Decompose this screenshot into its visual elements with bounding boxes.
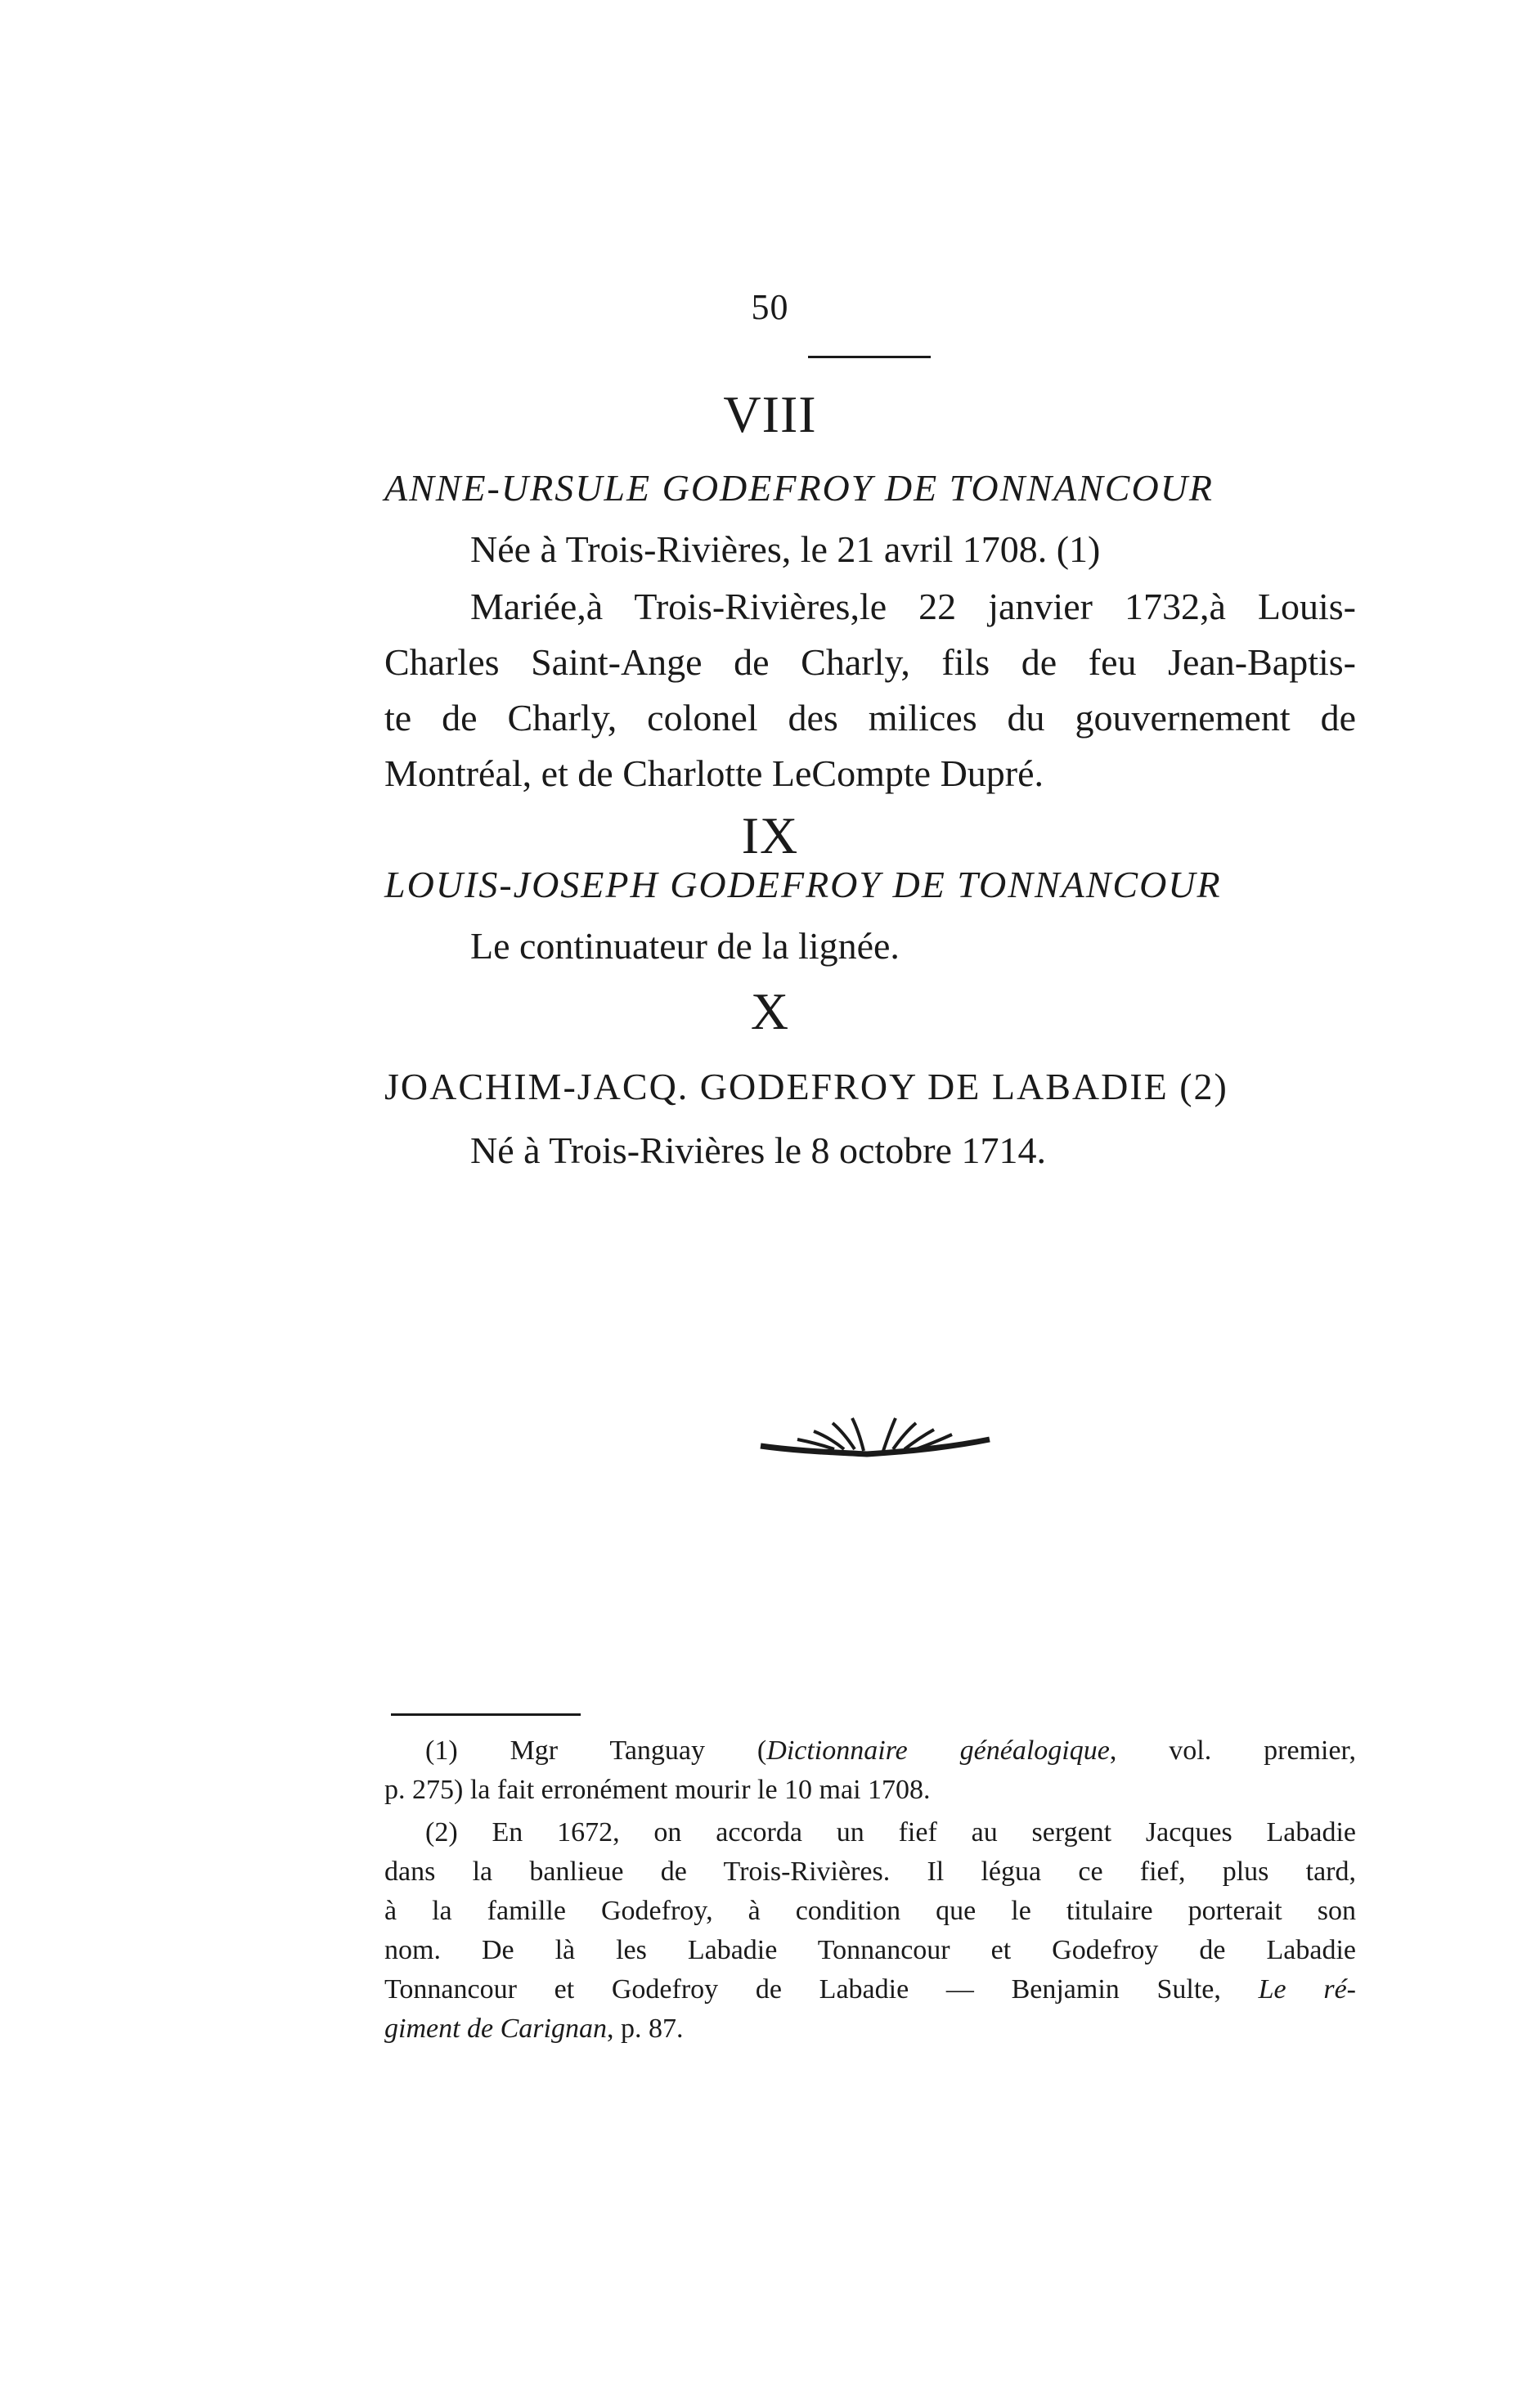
footnote-2-line-2: dans la banlieue de Trois-Rivières. Il légua ce fief, plus tard, xyxy=(384,1856,1356,1887)
footnote-2-line-6: giment de Carignan, p. 87. xyxy=(384,2014,684,2044)
section-viii-line-3: Charles Saint-Ange de Charly, fils de feu Jean-Baptis- xyxy=(384,641,1356,683)
footnote-2-line-3: à la famille Godefroy, à condition que le titulaire porterait son xyxy=(384,1896,1356,1926)
footnote-2-line-5: Tonnancour et Godefroy de Labadie — Benjamin Sulte, Le ré- xyxy=(384,1974,1356,2005)
section-numeral-viii: VIII xyxy=(723,385,817,443)
section-heading-ix: LOUIS-JOSEPH GODEFROY DE TONNANCOUR xyxy=(384,864,1222,905)
section-heading-x: JOACHIM-JACQ. GODEFROY DE LABADIE (2) xyxy=(384,1066,1228,1107)
footnote-1-line-1: (1) Mgr Tanguay (Dictionnaire généalogique, vol. premier, xyxy=(425,1735,1357,1766)
footnote-rule xyxy=(391,1713,581,1716)
section-x-line-1: Né à Trois-Rivières le 8 octobre 1714. xyxy=(470,1129,1046,1171)
page-number: 50 xyxy=(751,287,789,327)
section-viii-line-2: Mariée,à Trois-Rivières,le 22 janvier 1732,à Louis- xyxy=(470,586,1356,627)
header-rule xyxy=(808,356,931,358)
footnote-2-line-1: (2) En 1672, on accorda un fief au sergent Jacques Labadie xyxy=(425,1817,1356,1848)
section-viii-line-5: Montréal, et de Charlotte LeCompte Dupré. xyxy=(384,752,1044,794)
fleuron-ornament-icon xyxy=(752,1407,998,1464)
section-viii-line-4: te de Charly, colonel des milices du gouvernement de xyxy=(384,697,1356,739)
footnote-1-line-2: p. 275) la fait erronément mourir le 10 mai 1708. xyxy=(384,1775,931,1805)
footnote-2-line-4: nom. De là les Labadie Tonnancour et Godefroy de Labadie xyxy=(384,1935,1356,1965)
section-viii-line-1: Née à Trois-Rivières, le 21 avril 1708. (1) xyxy=(470,528,1101,570)
section-ix-line-1: Le continuateur de la lignée. xyxy=(470,925,900,967)
section-numeral-x: X xyxy=(750,982,790,1040)
section-numeral-ix: IX xyxy=(741,806,799,864)
section-heading-viii: ANNE-URSULE GODEFROY DE TONNANCOUR xyxy=(384,467,1214,509)
